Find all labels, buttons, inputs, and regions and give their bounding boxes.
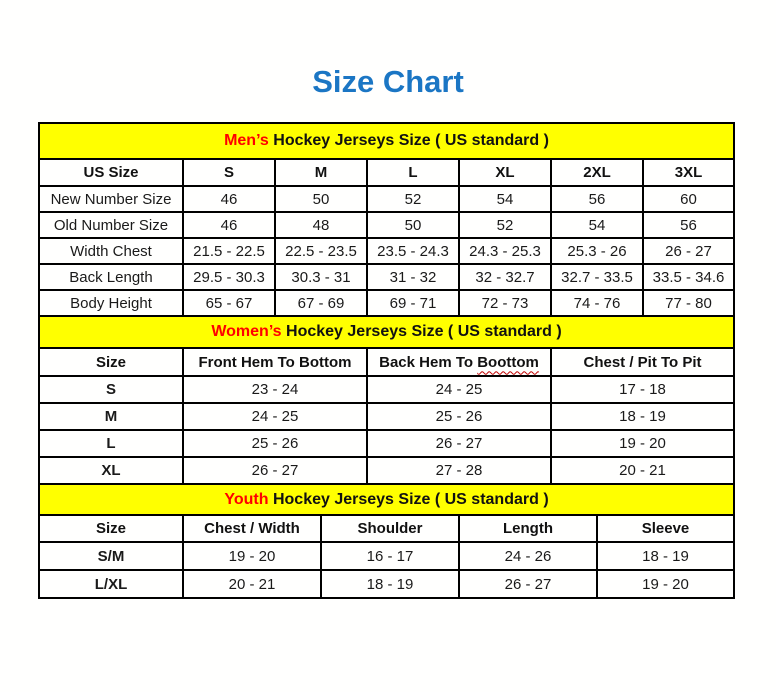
data-cell: 54 bbox=[551, 212, 643, 238]
data-cell: 74 - 76 bbox=[551, 290, 643, 316]
table-row bbox=[39, 264, 734, 290]
size-label: L/XL bbox=[39, 570, 183, 598]
womens-banner-highlight: Women’s bbox=[211, 323, 282, 340]
data-cell: 20 - 21 bbox=[551, 457, 734, 484]
size-label: M bbox=[39, 403, 183, 430]
youth-section-banner bbox=[39, 484, 734, 515]
table-row bbox=[39, 457, 734, 484]
column-header: XL bbox=[459, 159, 551, 186]
data-cell: 46 bbox=[183, 212, 275, 238]
data-cell: 26 - 27 bbox=[183, 457, 367, 484]
data-cell: 18 - 19 bbox=[551, 403, 734, 430]
size-label: L bbox=[39, 430, 183, 457]
womens-header-row bbox=[39, 348, 734, 376]
youth-banner-row bbox=[39, 484, 734, 515]
table-row bbox=[39, 403, 734, 430]
womens-size-table bbox=[38, 315, 735, 485]
column-header: M bbox=[275, 159, 367, 186]
data-cell: 24 - 26 bbox=[459, 542, 597, 570]
data-cell: 26 - 27 bbox=[367, 430, 551, 457]
data-cell: 19 - 20 bbox=[551, 430, 734, 457]
data-cell: 21.5 - 22.5 bbox=[183, 238, 275, 264]
table-row bbox=[39, 430, 734, 457]
data-cell: 25 - 26 bbox=[183, 430, 367, 457]
table-row bbox=[39, 376, 734, 403]
table-row bbox=[39, 212, 734, 238]
mens-banner-text: Hockey Jerseys Size ( US standard ) bbox=[268, 132, 549, 149]
column-header: L bbox=[367, 159, 459, 186]
data-cell: 48 bbox=[275, 212, 367, 238]
table-row bbox=[39, 186, 734, 212]
data-cell: 31 - 32 bbox=[367, 264, 459, 290]
column-header: Shoulder bbox=[321, 515, 459, 542]
mens-header-row bbox=[39, 159, 734, 186]
table-row bbox=[39, 238, 734, 264]
data-cell: 52 bbox=[367, 186, 459, 212]
data-cell: 52 bbox=[459, 212, 551, 238]
mens-size-table bbox=[38, 122, 735, 317]
size-label: XL bbox=[39, 457, 183, 484]
data-cell: 67 - 69 bbox=[275, 290, 367, 316]
table-row bbox=[39, 570, 734, 598]
womens-banner-row bbox=[39, 316, 734, 348]
data-cell: 65 - 67 bbox=[183, 290, 275, 316]
data-cell: 72 - 73 bbox=[459, 290, 551, 316]
row-label: Body Height bbox=[39, 290, 183, 316]
data-cell: 24 - 25 bbox=[183, 403, 367, 430]
column-header: US Size bbox=[39, 159, 183, 186]
data-cell: 54 bbox=[459, 186, 551, 212]
data-cell: 17 - 18 bbox=[551, 376, 734, 403]
data-cell: 32.7 - 33.5 bbox=[551, 264, 643, 290]
size-label: S/M bbox=[39, 542, 183, 570]
data-cell: 50 bbox=[367, 212, 459, 238]
data-cell: 46 bbox=[183, 186, 275, 212]
table-row bbox=[39, 542, 734, 570]
data-cell: 18 - 19 bbox=[321, 570, 459, 598]
size-chart-tables bbox=[38, 122, 733, 599]
data-cell: 24.3 - 25.3 bbox=[459, 238, 551, 264]
row-label: Width Chest bbox=[39, 238, 183, 264]
data-cell: 30.3 - 31 bbox=[275, 264, 367, 290]
youth-header-row bbox=[39, 515, 734, 542]
data-cell: 19 - 20 bbox=[183, 542, 321, 570]
column-header: Chest / Width bbox=[183, 515, 321, 542]
page-title: Size Chart bbox=[312, 64, 464, 99]
data-cell: 32 - 32.7 bbox=[459, 264, 551, 290]
data-cell: 69 - 71 bbox=[367, 290, 459, 316]
row-label: Back Length bbox=[39, 264, 183, 290]
data-cell: 29.5 - 30.3 bbox=[183, 264, 275, 290]
column-header: Size bbox=[39, 515, 183, 542]
data-cell: 25 - 26 bbox=[367, 403, 551, 430]
mens-banner-row bbox=[39, 123, 734, 159]
data-cell: 56 bbox=[551, 186, 643, 212]
mens-banner-highlight: Men’s bbox=[224, 132, 269, 149]
data-cell: 50 bbox=[275, 186, 367, 212]
column-header: Front Hem To Bottom bbox=[183, 348, 367, 376]
womens-banner-text: Hockey Jerseys Size ( US standard ) bbox=[281, 323, 562, 340]
row-label: Old Number Size bbox=[39, 212, 183, 238]
data-cell: 18 - 19 bbox=[597, 542, 734, 570]
data-cell: 27 - 28 bbox=[367, 457, 551, 484]
data-cell: 26 - 27 bbox=[459, 570, 597, 598]
youth-banner-text: Hockey Jerseys Size ( US standard ) bbox=[268, 490, 549, 508]
column-header: Chest / Pit To Pit bbox=[551, 348, 734, 376]
data-cell: 25.3 - 26 bbox=[551, 238, 643, 264]
data-cell: 77 - 80 bbox=[643, 290, 734, 316]
column-header: Length bbox=[459, 515, 597, 542]
data-cell: 20 - 21 bbox=[183, 570, 321, 598]
column-header: 2XL bbox=[551, 159, 643, 186]
data-cell: 23 - 24 bbox=[183, 376, 367, 403]
column-header: S bbox=[183, 159, 275, 186]
data-cell: 22.5 - 23.5 bbox=[275, 238, 367, 264]
womens-section-banner bbox=[39, 316, 734, 348]
data-cell: 60 bbox=[643, 186, 734, 212]
column-header bbox=[367, 348, 551, 376]
table-row bbox=[39, 290, 734, 316]
misspelled-word: Boottom bbox=[477, 353, 539, 371]
data-cell: 24 - 25 bbox=[367, 376, 551, 403]
mens-section-banner bbox=[39, 123, 734, 159]
data-cell: 56 bbox=[643, 212, 734, 238]
column-header: Sleeve bbox=[597, 515, 734, 542]
size-label: S bbox=[39, 376, 183, 403]
data-cell: 16 - 17 bbox=[321, 542, 459, 570]
row-label: New Number Size bbox=[39, 186, 183, 212]
youth-size-table bbox=[38, 483, 735, 599]
data-cell: 23.5 - 24.3 bbox=[367, 238, 459, 264]
data-cell: 26 - 27 bbox=[643, 238, 734, 264]
column-header-text: Back Hem To bbox=[379, 353, 478, 371]
youth-banner-highlight: Youth bbox=[224, 490, 269, 508]
data-cell: 33.5 - 34.6 bbox=[643, 264, 734, 290]
column-header: Size bbox=[39, 348, 183, 376]
data-cell: 19 - 20 bbox=[597, 570, 734, 598]
column-header: 3XL bbox=[643, 159, 734, 186]
